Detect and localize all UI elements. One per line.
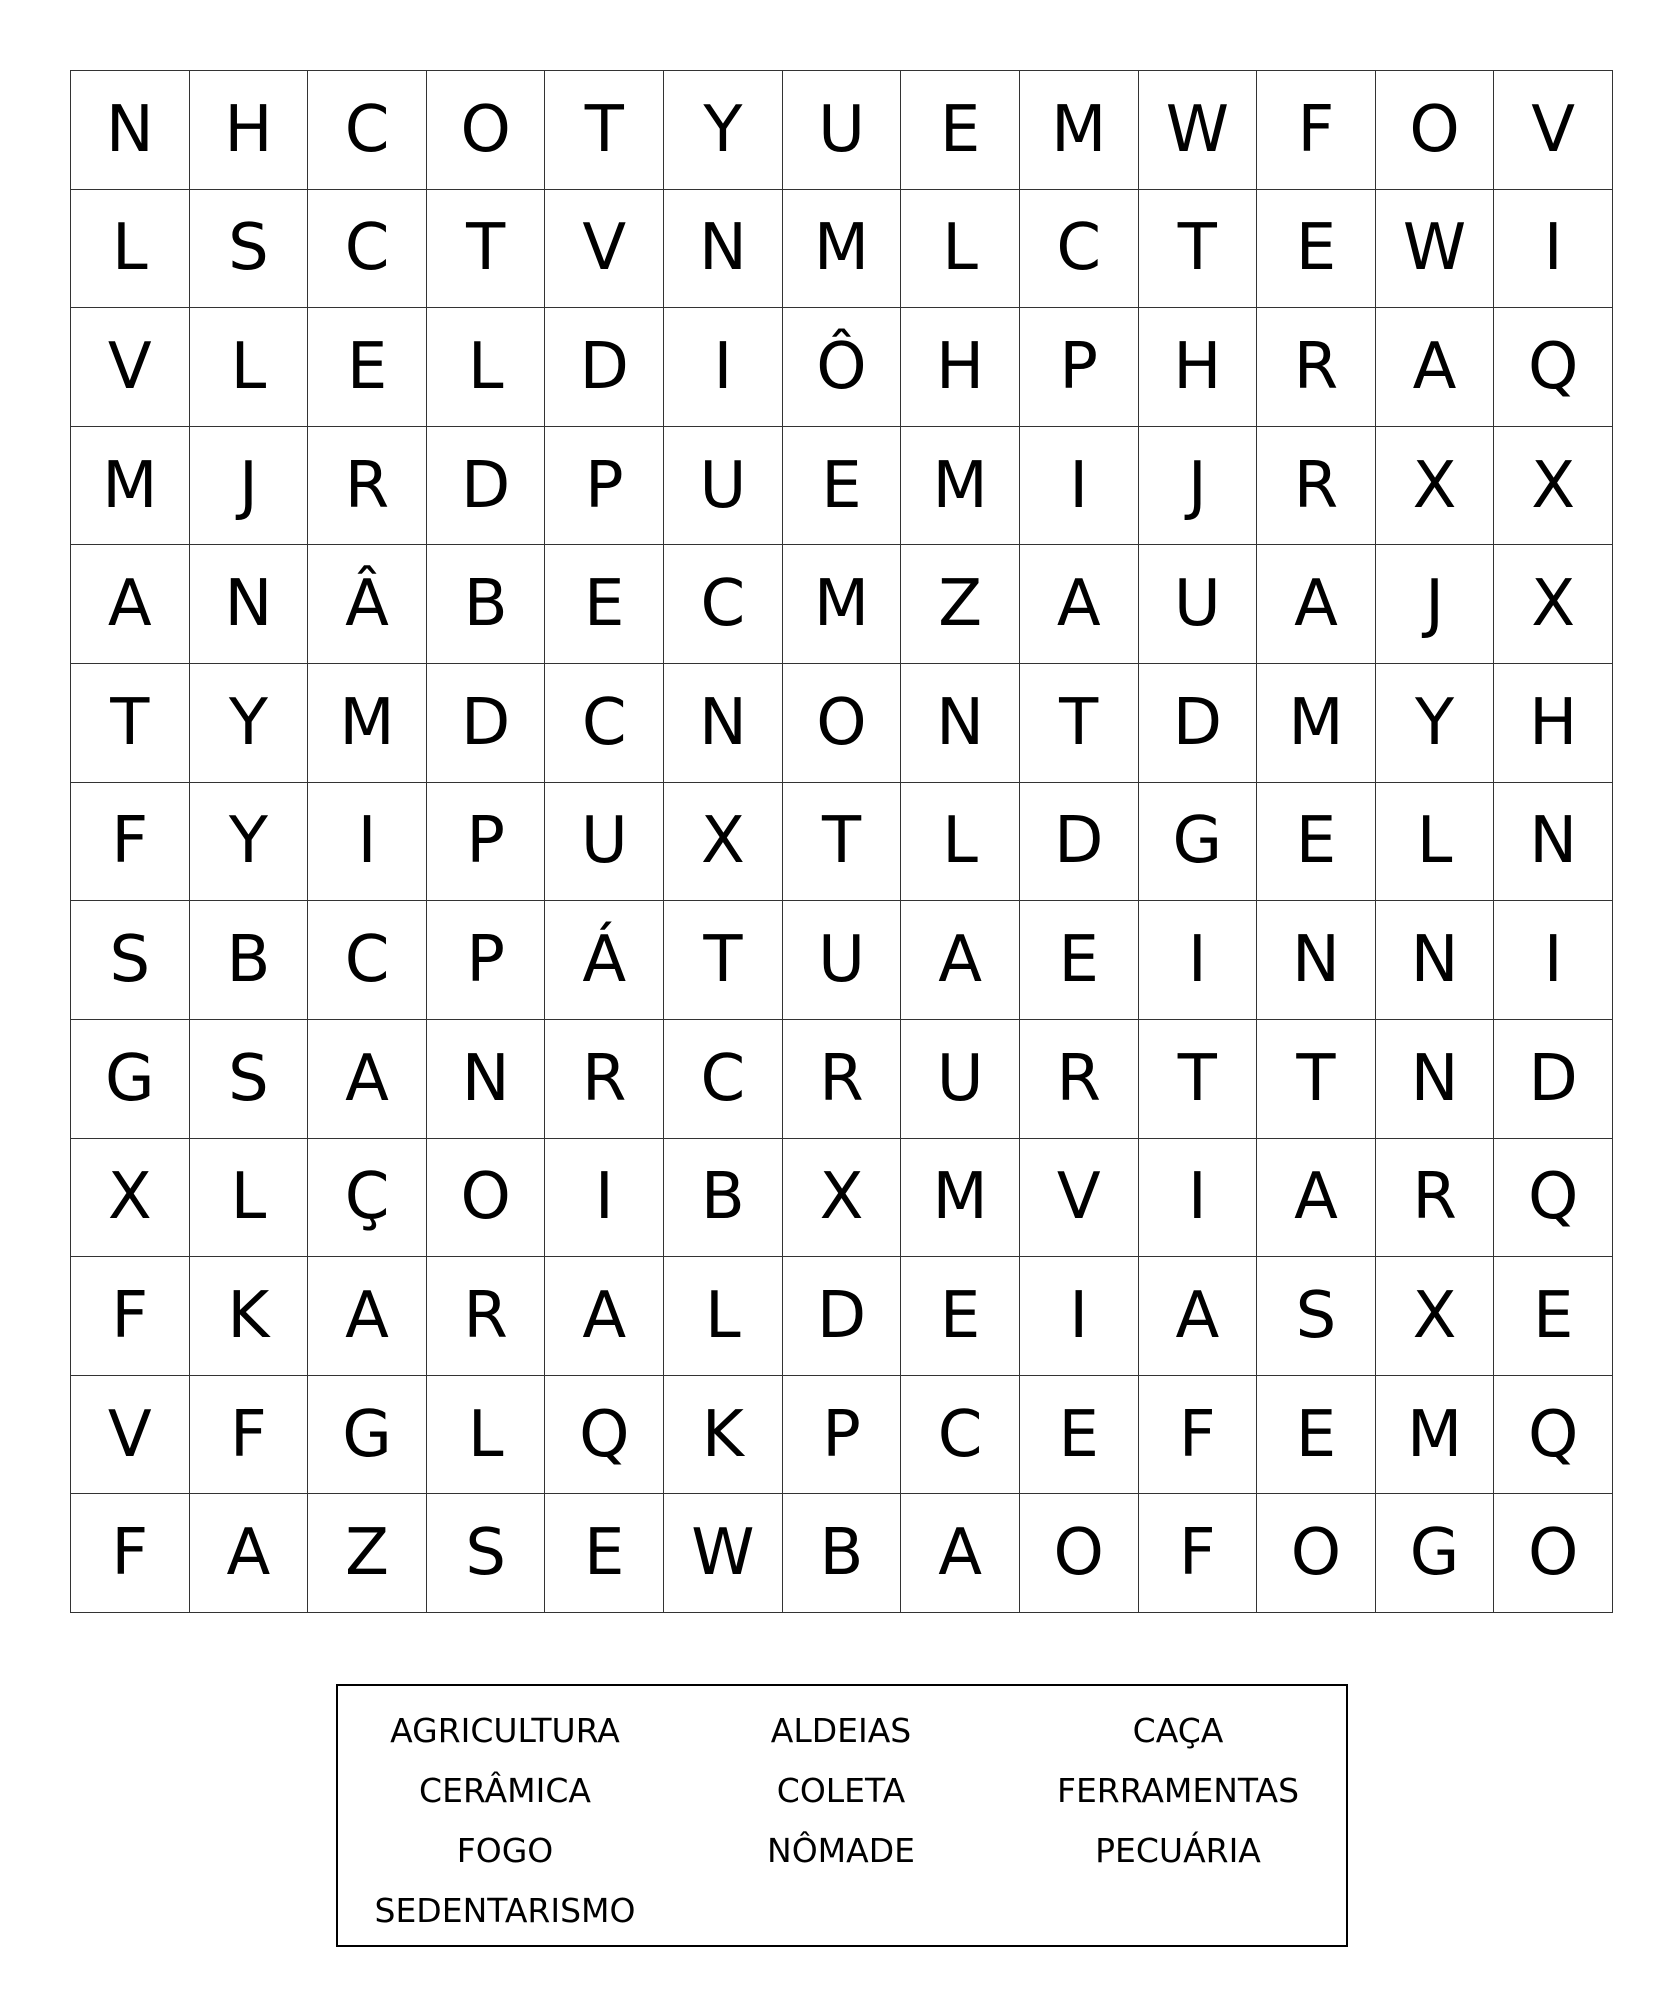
word-list-item: CAÇA (1132, 1711, 1224, 1750)
grid-cell: L (901, 190, 1020, 309)
grid-cell: N (427, 1020, 546, 1139)
grid-cell: M (783, 190, 902, 309)
grid-cell: W (1376, 190, 1495, 309)
grid-cell: O (427, 71, 546, 190)
grid-cell: Q (545, 1376, 664, 1495)
grid-cell: I (1494, 901, 1613, 1020)
grid-cell: K (664, 1376, 783, 1495)
grid-cell: U (783, 901, 902, 1020)
grid-cell: U (783, 71, 902, 190)
grid-cell: C (308, 71, 427, 190)
grid-cell: Y (664, 71, 783, 190)
grid-cell: S (190, 1020, 309, 1139)
grid-cell: C (901, 1376, 1020, 1495)
grid-cell: M (1020, 71, 1139, 190)
grid-cell: V (545, 190, 664, 309)
grid-cell: S (71, 901, 190, 1020)
grid-cell: Ç (308, 1139, 427, 1258)
grid-cell: W (1139, 71, 1258, 190)
grid-cell: J (190, 427, 309, 546)
grid-cell: C (545, 664, 664, 783)
grid-cell: B (427, 545, 546, 664)
grid-cell: W (664, 1494, 783, 1613)
grid-cell: N (190, 545, 309, 664)
grid-cell: I (1139, 1139, 1258, 1258)
word-list-item: PECUÁRIA (1095, 1831, 1261, 1870)
grid-cell: X (1494, 545, 1613, 664)
grid-cell: T (664, 901, 783, 1020)
grid-cell: A (308, 1020, 427, 1139)
grid-cell: U (664, 427, 783, 546)
grid-cell: Z (901, 545, 1020, 664)
grid-cell: E (1494, 1257, 1613, 1376)
grid-cell: A (1257, 545, 1376, 664)
grid-cell: E (1257, 190, 1376, 309)
grid-cell: A (901, 901, 1020, 1020)
grid-cell: P (783, 1376, 902, 1495)
grid-cell: S (427, 1494, 546, 1613)
grid-cell: R (1020, 1020, 1139, 1139)
grid-cell: C (664, 545, 783, 664)
grid-cell: H (1494, 664, 1613, 783)
word-list-item: AGRICULTURA (390, 1711, 620, 1750)
grid-cell: T (71, 664, 190, 783)
grid-cell: Y (190, 664, 309, 783)
grid-cell: E (1257, 783, 1376, 902)
grid-cell: D (427, 427, 546, 546)
grid-cell: Á (545, 901, 664, 1020)
grid-cell: N (1376, 1020, 1495, 1139)
grid-cell: R (1257, 308, 1376, 427)
grid-cell: L (190, 308, 309, 427)
grid-cell: M (901, 427, 1020, 546)
grid-cell: L (901, 783, 1020, 902)
grid-cell: A (901, 1494, 1020, 1613)
grid-cell: P (1020, 308, 1139, 427)
word-list-item: NÔMADE (767, 1831, 915, 1870)
grid-cell: O (1020, 1494, 1139, 1613)
grid-cell: X (1376, 427, 1495, 546)
grid-cell: A (1257, 1139, 1376, 1258)
grid-cell: E (1020, 1376, 1139, 1495)
grid-cell: J (1139, 427, 1258, 546)
word-list-item: ALDEIAS (770, 1711, 912, 1750)
grid-cell: M (901, 1139, 1020, 1258)
grid-cell: L (427, 1376, 546, 1495)
grid-cell: F (190, 1376, 309, 1495)
grid-cell: D (1139, 664, 1258, 783)
grid-cell: Q (1494, 308, 1613, 427)
grid-cell: X (1494, 427, 1613, 546)
grid-cell: Z (308, 1494, 427, 1613)
grid-cell: E (308, 308, 427, 427)
grid-cell: E (901, 1257, 1020, 1376)
grid-cell: M (1376, 1376, 1495, 1495)
grid-cell: N (664, 190, 783, 309)
grid-cell: F (71, 1494, 190, 1613)
grid-cell: D (545, 308, 664, 427)
grid-cell: M (71, 427, 190, 546)
grid-cell: R (308, 427, 427, 546)
grid-cell: M (308, 664, 427, 783)
grid-cell: R (427, 1257, 546, 1376)
grid-cell: M (1257, 664, 1376, 783)
grid-cell: V (1020, 1139, 1139, 1258)
grid-cell: M (783, 545, 902, 664)
grid-cell: A (71, 545, 190, 664)
grid-cell: G (1376, 1494, 1495, 1613)
grid-cell: X (71, 1139, 190, 1258)
grid-cell: L (190, 1139, 309, 1258)
grid-cell: T (1257, 1020, 1376, 1139)
grid-cell: L (1376, 783, 1495, 902)
grid-cell: E (1020, 901, 1139, 1020)
grid-cell: D (427, 664, 546, 783)
grid-cell: A (545, 1257, 664, 1376)
grid-cell: K (190, 1257, 309, 1376)
word-list-item: CERÂMICA (419, 1771, 591, 1810)
grid-cell: C (308, 190, 427, 309)
grid-cell: J (1376, 545, 1495, 664)
grid-cell: N (1257, 901, 1376, 1020)
grid-cell: C (664, 1020, 783, 1139)
grid-cell: E (783, 427, 902, 546)
grid-cell: V (1494, 71, 1613, 190)
word-list-item: COLETA (776, 1771, 906, 1810)
grid-cell: V (71, 1376, 190, 1495)
grid-cell: O (1257, 1494, 1376, 1613)
grid-cell: U (545, 783, 664, 902)
grid-cell: A (1020, 545, 1139, 664)
grid-cell: B (664, 1139, 783, 1258)
grid-cell: P (545, 427, 664, 546)
grid-cell: V (71, 308, 190, 427)
grid-cell: I (545, 1139, 664, 1258)
grid-cell: B (190, 901, 309, 1020)
grid-cell: T (1139, 190, 1258, 309)
grid-cell: R (783, 1020, 902, 1139)
grid-cell: X (1376, 1257, 1495, 1376)
grid-cell: A (1139, 1257, 1258, 1376)
grid-cell: L (71, 190, 190, 309)
grid-cell: N (1494, 783, 1613, 902)
grid-cell: I (1139, 901, 1258, 1020)
grid-cell: N (1376, 901, 1495, 1020)
grid-cell: H (1139, 308, 1258, 427)
grid-cell: A (190, 1494, 309, 1613)
grid-cell: D (783, 1257, 902, 1376)
grid-cell: D (1020, 783, 1139, 902)
grid-cell: U (901, 1020, 1020, 1139)
grid-cell: Q (1494, 1376, 1613, 1495)
grid-cell: T (783, 783, 902, 902)
grid-cell: F (71, 783, 190, 902)
grid-cell: X (664, 783, 783, 902)
word-list-item: SEDENTARISMO (374, 1891, 636, 1930)
grid-cell: N (901, 664, 1020, 783)
grid-cell: R (545, 1020, 664, 1139)
grid-cell: L (427, 308, 546, 427)
grid-cell: E (545, 1494, 664, 1613)
grid-cell: H (190, 71, 309, 190)
grid-cell: G (1139, 783, 1258, 902)
grid-cell: T (427, 190, 546, 309)
grid-cell: N (71, 71, 190, 190)
grid-cell: G (71, 1020, 190, 1139)
grid-cell: I (1020, 1257, 1139, 1376)
grid-cell: O (1376, 71, 1495, 190)
grid-cell: A (1376, 308, 1495, 427)
word-search-grid (70, 70, 1613, 1613)
grid-cell: N (664, 664, 783, 783)
grid-cell: A (308, 1257, 427, 1376)
grid-cell: Â (308, 545, 427, 664)
grid-cell: O (783, 664, 902, 783)
grid-cell: I (1494, 190, 1613, 309)
grid-cell: Ô (783, 308, 902, 427)
grid-cell: F (71, 1257, 190, 1376)
grid-cell: C (308, 901, 427, 1020)
grid-cell: F (1257, 71, 1376, 190)
grid-cell: T (1020, 664, 1139, 783)
grid-cell: B (783, 1494, 902, 1613)
grid-cell: O (427, 1139, 546, 1258)
grid-cell: I (308, 783, 427, 902)
grid-cell: E (545, 545, 664, 664)
grid-cell: C (1020, 190, 1139, 309)
word-list-item: FERRAMENTAS (1056, 1771, 1300, 1810)
grid-cell: I (1020, 427, 1139, 546)
grid-cell: F (1139, 1376, 1258, 1495)
grid-cell: E (901, 71, 1020, 190)
grid-cell: U (1139, 545, 1258, 664)
grid-cell: Y (1376, 664, 1495, 783)
grid-cell: X (783, 1139, 902, 1258)
grid-cell: S (190, 190, 309, 309)
grid-cell: D (1494, 1020, 1613, 1139)
word-list (336, 1684, 1348, 1947)
grid-cell: T (1139, 1020, 1258, 1139)
grid-cell: G (308, 1376, 427, 1495)
grid-cell: S (1257, 1257, 1376, 1376)
grid-cell: Y (190, 783, 309, 902)
grid-cell: H (901, 308, 1020, 427)
grid-cell: O (1494, 1494, 1613, 1613)
grid-cell: E (1257, 1376, 1376, 1495)
grid-cell: P (427, 901, 546, 1020)
grid-cell: R (1376, 1139, 1495, 1258)
grid-cell: R (1257, 427, 1376, 546)
grid-cell: F (1139, 1494, 1258, 1613)
grid-cell: P (427, 783, 546, 902)
grid-cell: L (664, 1257, 783, 1376)
grid-cell: I (664, 308, 783, 427)
grid-cell: T (545, 71, 664, 190)
grid-cell: Q (1494, 1139, 1613, 1258)
word-list-item: FOGO (456, 1831, 554, 1870)
